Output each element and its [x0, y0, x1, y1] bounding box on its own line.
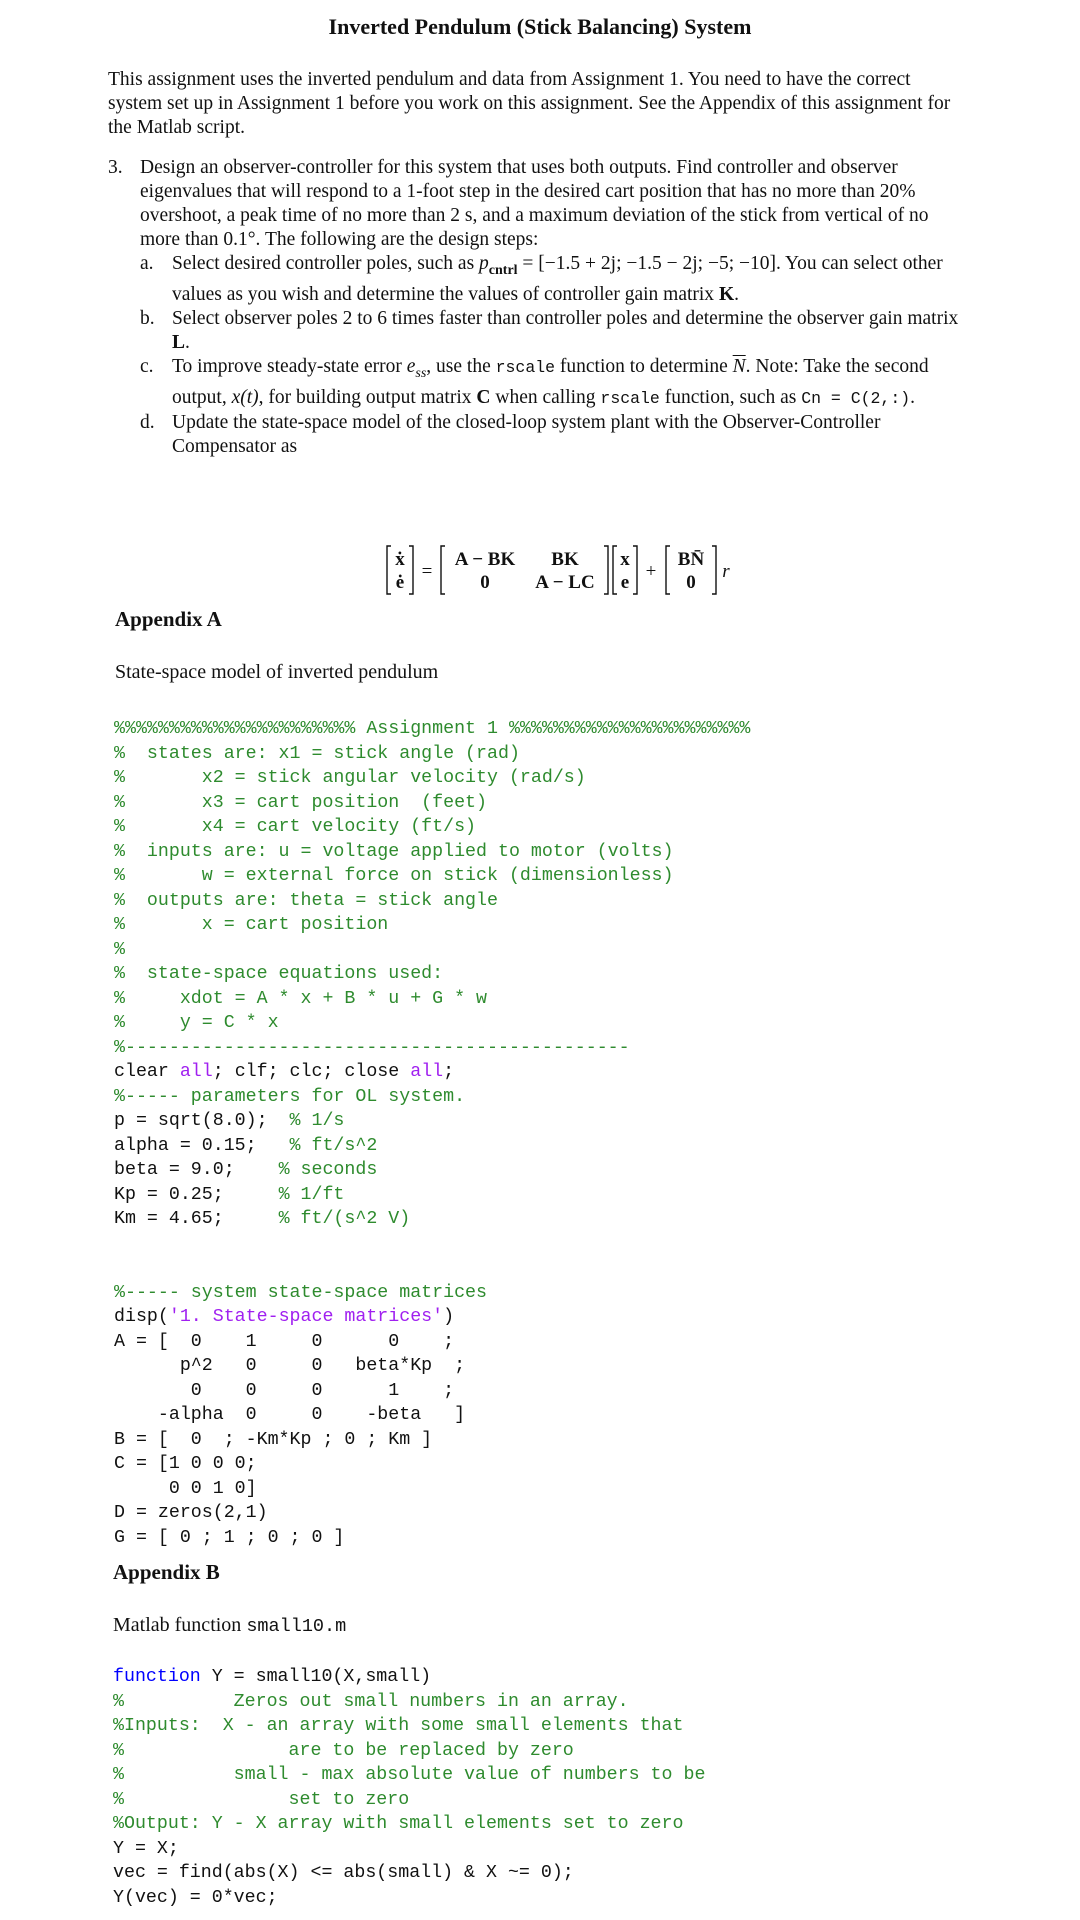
ess-subscript: ss [415, 365, 427, 381]
eq-equals: = [421, 561, 433, 582]
xt-symbol: x(t) [231, 386, 259, 408]
appendix-b-subtitle [113, 1614, 346, 1637]
eq-x-top: x [620, 549, 630, 570]
question-text: Design an observer-controller for this system that uses both outputs. Find controller and observer eigenvalues that will respond to a 1-foot step in the desired cart position that has no more than 20% overshoot, a peak time of no more than 2 s, and a maximum deviation of the stick from vertical of no more than 0.1°. The following are the design steps: [140, 157, 929, 250]
step-b-label: b. [140, 307, 155, 329]
pole-symbol: p [479, 253, 489, 274]
question-3 [108, 156, 968, 459]
step-a [140, 252, 968, 307]
design-steps [140, 252, 968, 459]
step-a-label: a. [140, 253, 154, 274]
appendix-a-code: %%%%%%%%%%%%%%%%%%%%%% Assignment 1 %%%%%%%%%%%%%%%%%%%%%% % states are: x1 = stick angle (rad) % x2 = stick angular velocity (rad/s) % x3 = cart position (feet) % x4 = cart velocity (ft/s) % inputs are: u = voltage applied to motor (volts) % w = external force on stick (dimensionless) % outputs are: theta = stick angle % x = cart position % % state-space equations used: % xdot = A * x + B * u + G * w % y = C * x %---------------------------------------------- clear all; clf; clc; close all; %----- parameters for OL system. p = sqrt(8.0); % 1/s alpha = 0.15; % ft/s^2 beta = 9.0; % seconds Kp = 0.25; % 1/ft Km = 4.65; % ft/(s^2 V) %----- system state-space matrices disp('1. State-space matrices') A = [ 0 1 0 0 ; p^2 0 0 beta*Kp ; 0 0 0 1 ; -alpha 0 0 -beta ] B = [ 0 ; -Km*Kp ; 0 ; Km ] C = [1 0 0 0; 0 0 1 0] D = zeros(2,1) G = [ 0 ; 1 ; 0 ; 0 ] [114, 719, 751, 1548]
rscale-code: rscale [495, 357, 556, 377]
appendix-a-heading: Appendix A [115, 607, 222, 631]
step-c-text1: To improve steady-state error [172, 355, 407, 377]
closed-loop-equation [385, 540, 765, 600]
step-b [140, 307, 968, 355]
step-c-text7: function, such as [659, 386, 802, 408]
gain-matrix-l: L [172, 331, 186, 353]
gain-matrix-k: K [718, 283, 735, 305]
appendix-b-code: function Y = small10(X,small) % Zeros out small numbers in an array. %Inputs: X - an array with some small elements that % are to be replaced by zero % small - max absolute value of numbers to be % set to zero %Output: Y - X array with small elements set to zero Y = X; vec = find(abs(X) <= abs(small) & X ~= 0); Y(vec) = 0*vec; [113, 1667, 706, 1908]
pole-subscript: cntrl [488, 262, 518, 278]
output-matrix-c: C [476, 386, 491, 408]
eq-lhs-bot: ė [395, 572, 405, 593]
appendix-b-subtitle-text: Matlab function [113, 1614, 247, 1636]
appendix-a-subtitle: State-space model of inverted pendulum [115, 661, 439, 683]
eq-lhs-top: ẋ [395, 549, 405, 570]
step-a-text2: You can select other values as you wish and determine the values of controller gain matrix [172, 253, 943, 305]
eq-m11: A − BK [454, 549, 516, 570]
step-c [140, 355, 968, 411]
eq-plus: + [645, 561, 657, 582]
step-c-text2: , use the [426, 355, 496, 377]
step-a-end: . [734, 283, 739, 305]
question-number: 3. [108, 157, 123, 178]
nbar-symbol: $\overline{N}$ [732, 355, 746, 377]
eq-m22: A − LC [535, 572, 595, 593]
step-c-label: c. [140, 355, 154, 377]
step-b-end: . [185, 331, 190, 353]
step-c-text3: function to determine [555, 355, 733, 377]
step-d-text: Update the state-space model of the closed-loop system plant with the Observer-Controller Compensator as [172, 411, 881, 457]
eq-b-top: BN̄ [677, 549, 705, 570]
eq-m21: 0 [480, 572, 490, 593]
step-d-label: d. [140, 411, 155, 433]
step-b-text: Select observer poles 2 to 6 times faster than controller poles and determine the observer gain matrix [172, 307, 959, 329]
ess-symbol: e [406, 355, 416, 377]
cn-code: Cn = C(2,:) [801, 388, 911, 408]
appendix-b-filename: small10.m [246, 1616, 347, 1637]
intro-paragraph: This assignment uses the inverted pendulum and data from Assignment 1. You need to have the correct system set up in Assignment 1 before you work on this assignment. See the Appendix of this assignment for the Matlab script. [108, 69, 951, 138]
page-title: Inverted Pendulum (Stick Balancing) System [328, 14, 752, 39]
step-d [140, 411, 968, 459]
rscale-code-2: rscale [600, 388, 660, 408]
step-c-text6: when calling [490, 386, 601, 408]
eq-r: r [722, 561, 730, 582]
eq-m12: BK [551, 549, 579, 570]
step-a-text: Select desired controller poles, such as [172, 253, 480, 274]
appendix-b-heading: Appendix B [113, 1560, 220, 1584]
step-c-text4: . Note: Take the second output, [172, 355, 929, 408]
eq-b-bot: 0 [686, 572, 696, 593]
step-c-end: . [910, 386, 915, 408]
step-c-text5: , for building output matrix [258, 386, 477, 408]
eq-x-bot: e [620, 572, 630, 593]
pole-values: = [−1.5 + 2j; −1.5 − 2j; −5; −10]. [517, 253, 781, 274]
